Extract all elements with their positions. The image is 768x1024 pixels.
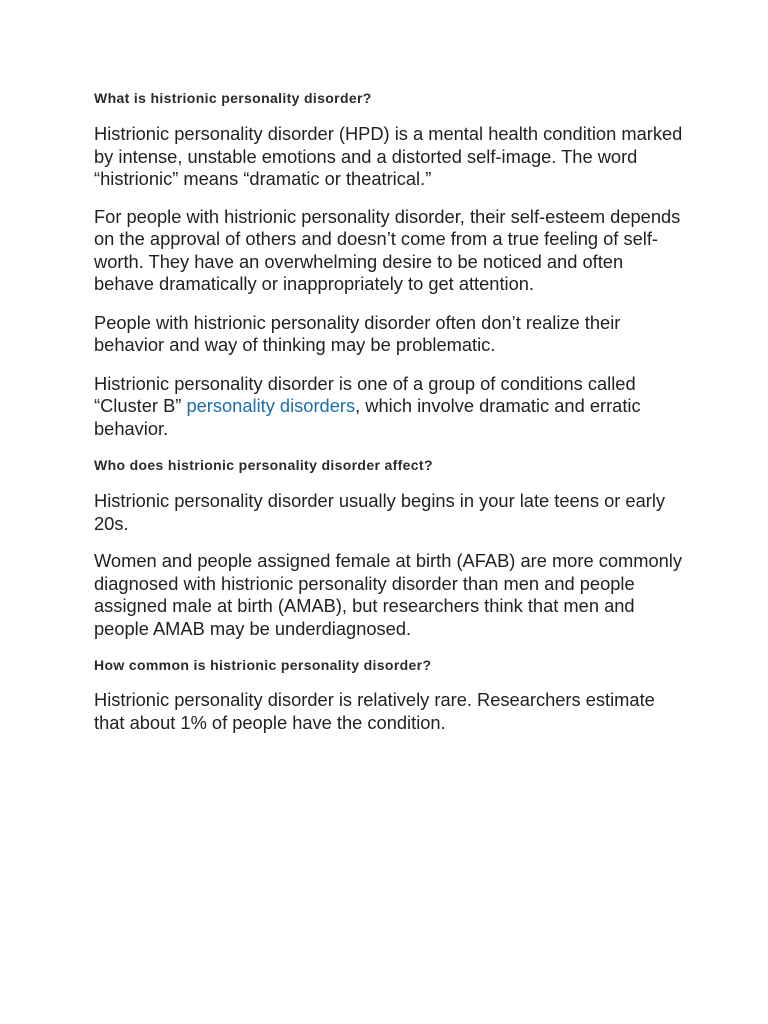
- cluster-b-text-before: Histrionic personality disorder is one of a group of conditions called “Cluster B”: [94, 372, 636, 416]
- personality-disorders-link[interactable]: personality disorders: [186, 395, 356, 416]
- paragraph-definition: Histrionic personality disorder (HPD) is a mental health condition marked by intense, unstable emotions and a distorted self-image. The word “histrionic” means “dramatic or theatrical.”: [94, 123, 683, 189]
- section-heading-what-is: What is histrionic personality disorder?: [94, 90, 372, 106]
- paragraph-afab-amab: Women and people assigned female at birth (AFAB) are more commonly diagnosed with histrionic personality disorder than men and people assigned male at birth (AMAB), but researchers think that men and people AMAB may be underdiagnosed.: [94, 550, 682, 639]
- paragraph-realize: People with histrionic personality disorder often don’t realize their behavior and way of thinking may be problematic.: [94, 311, 621, 355]
- cluster-b-text-after: , which involve dramatic and erratic behavior.: [94, 395, 641, 439]
- article-body: [94, 88, 684, 734]
- section-heading-who-affects: Who does histrionic personality disorder affect?: [94, 457, 433, 473]
- paragraph-self-esteem: For people with histrionic personality disorder, their self-esteem depends on the approval of others and doesn’t come from a true feeling of self-worth. They have an overwhelming desire to be noticed and often behave dramatically or inappropriately to get attention.: [94, 205, 681, 294]
- paragraph-prevalence: Histrionic personality disorder is relatively rare. Researchers estimate that about 1% of people have the condition.: [94, 689, 655, 733]
- section-heading-how-common: How common is histrionic personality disorder?: [94, 657, 432, 673]
- paragraph-cluster-b: [94, 373, 684, 441]
- paragraph-onset-age: Histrionic personality disorder usually begins in your late teens or early 20s.: [94, 490, 666, 534]
